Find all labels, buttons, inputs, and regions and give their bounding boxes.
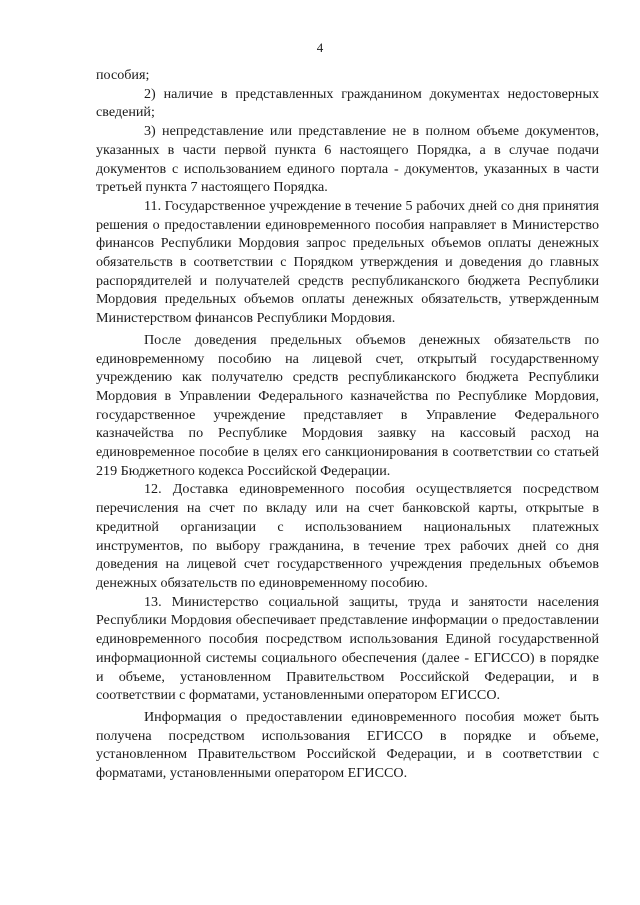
paragraph-benefit-end: пособия; (96, 67, 150, 83)
page-number: 4 (316, 40, 324, 55)
paragraph-clause-12: 12. Доставка единовременного пособия осуществляется посредством перечисления на счет по вкладу или на счет банковской карты, открытые в кредитной организации с использованием национальных платежных инструментов, по выбору гражданина, в течение трех рабочих дней со дня доведения на лицевой счет государственного учреждения предельных объемов денежных обязательств по единовременному пособию. (96, 481, 599, 591)
paragraph-clause-11-continued: После доведения предельных объемов денежных обязательств по единовременному пособию на лицевой счет, открытый государственному учреждению как получателю средств республиканского бюджета Республики Мордовия в Управлении Федерального казначейства по Республике Мордовия, государственное учреждение представляет в Управление Федерального казначейства по Республике Мордовия заявку на кассовый расход на единовременное пособие в целях его санкционирования в соответствии со статьей 219 Бюджетного кодекса Российской Федерации. (96, 331, 599, 479)
document-body (96, 66, 599, 783)
paragraph-clause-13-info: Информация о предоставлении единовременного пособия может быть получена посредством использования ЕГИССО в порядке и объеме, установленном Правительством Российской Федерации, и в соответствии с форматами, установленными оператором ЕГИССО. (96, 708, 599, 782)
paragraph-clause-11: 11. Государственное учреждение в течение 5 рабочих дней со дня принятия решения о предоставлении единовременного пособия направляет в Министерство финансов Республики Мордовия запрос предельных объемов оплаты денежных обязательств в соответствии с Порядком утверждения и доведения до главных распорядителей и получателей средств республиканского бюджета Республики Мордовия предельных объемов оплаты денежных обязательств, утвержденным Министерством финансов Республики Мордовия. (96, 197, 599, 327)
paragraph-item-3: 3) непредставление или представление не в полном объеме документов, указанных в части первой пункта 6 настоящего Порядка, а в случае подачи документов с использованием единого портала - документов, указанных в части третьей пункта 7 настоящего Порядка. (96, 123, 599, 196)
paragraph-item-2: 2) наличие в представленных гражданином документах недостоверных сведений; (96, 85, 599, 121)
paragraph-clause-13: 13. Министерство социальной защиты, труда и занятости населения Республики Мордовия обеспечивает представление информации о предоставлении единовременного пособия посредством использования Единой государственной информационной системы социального обеспечения (далее - ЕГИССО) в порядке и объеме, установленном Правительством Российской Федерации, и в соответствии с форматами, установленными оператором ЕГИССО. (96, 593, 599, 704)
